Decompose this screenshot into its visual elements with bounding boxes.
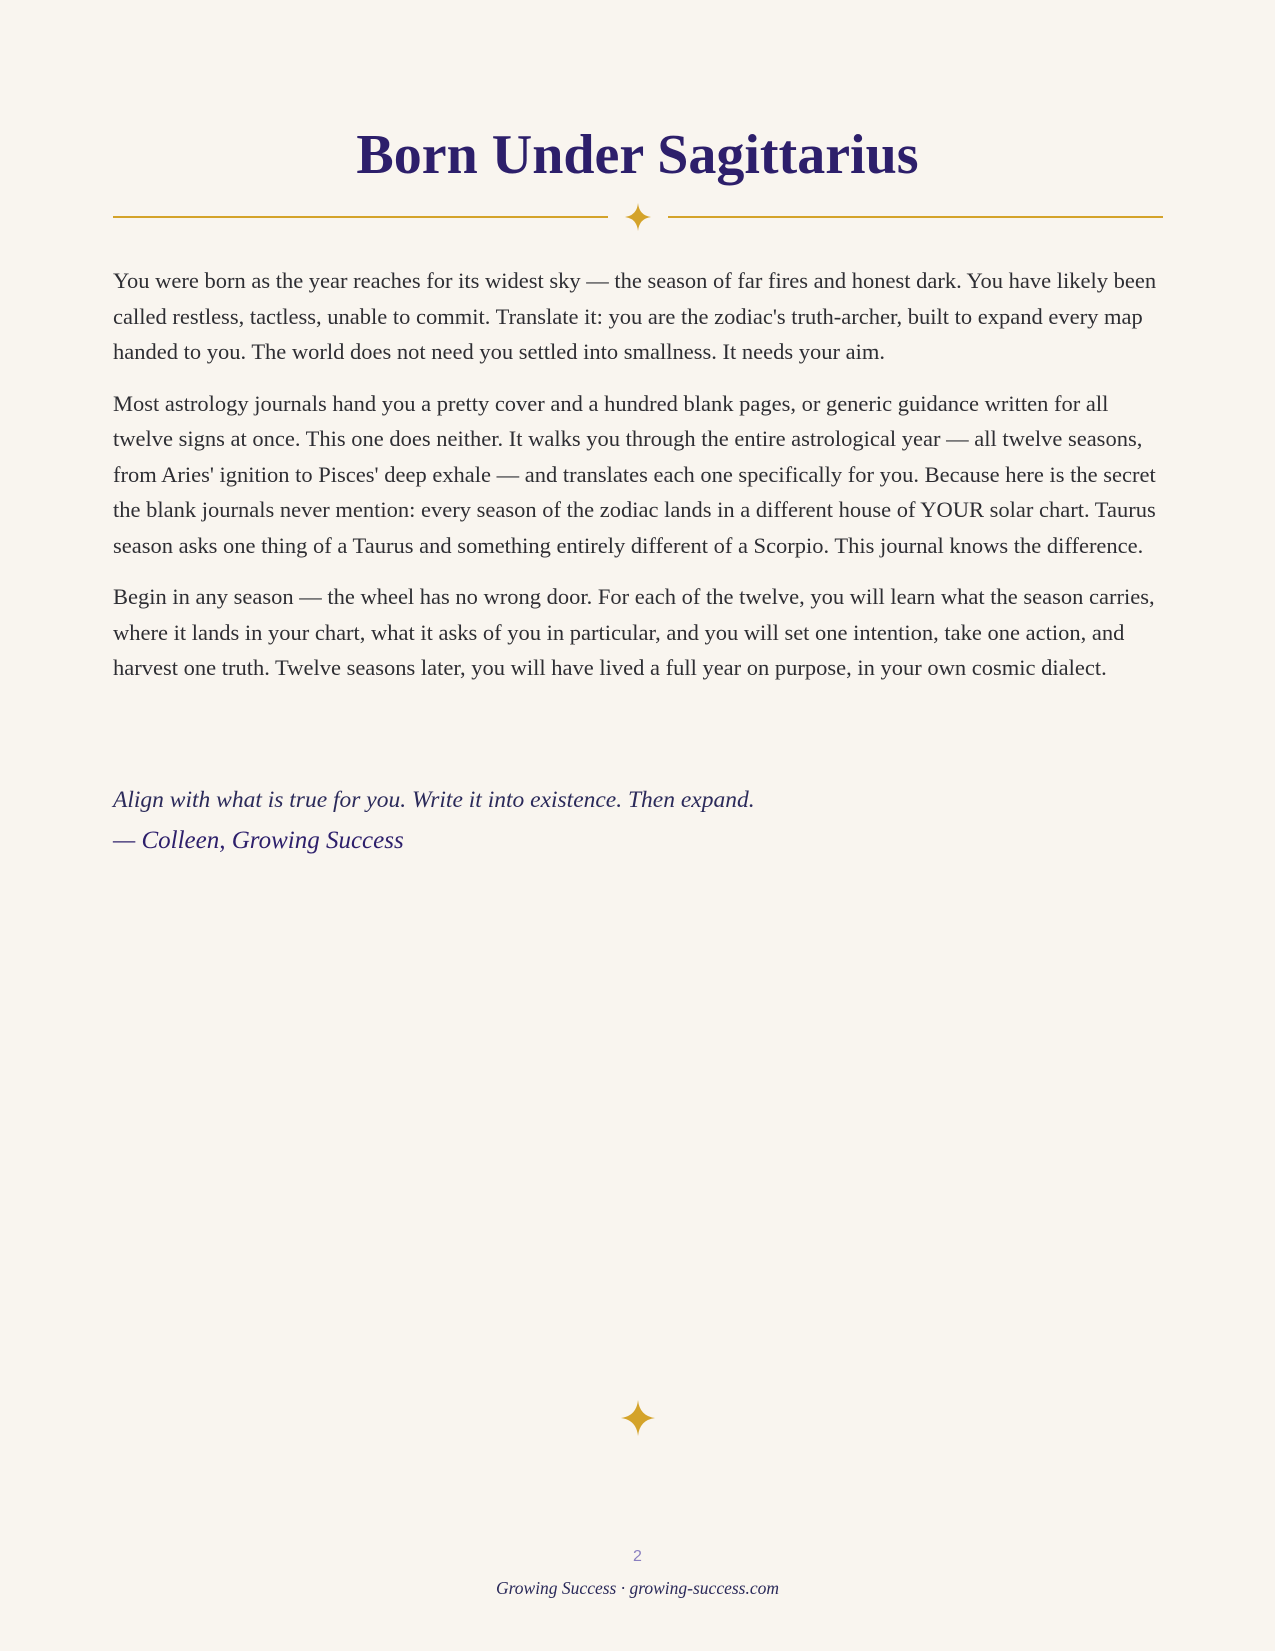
footer-text: Growing Success · growing-success.com	[495, 1578, 780, 1598]
page-number: 2	[633, 1548, 642, 1565]
four-point-star-icon	[621, 1400, 655, 1436]
page-title: Born Under Sagittarius	[356, 124, 919, 186]
four-point-star-icon	[625, 203, 651, 231]
paragraph: You were born as the year reaches for its widest sky — the season of far fires and honest dark. You have likely been called restless, tactless, unable to commit. Translate it: you are the zodiac's truth-archer, built to expand every map handed to you. The world does not need you settled into smallness. It needs your aim.	[113, 268, 1157, 364]
divider-line-left	[113, 216, 608, 218]
divider-line-right	[668, 216, 1163, 218]
paragraph: Most astrology journals hand you a pretty cover and a hundred blank pages, or generic guidance written for all twelve signs at once. This one does neither. It walks you through the entire astrological year — all twelve seasons, from Aries' ignition to Pisces' deep exhale — and translates each one specifically for you. Because here is the secret the blank journals never mention: every season of the zodiac lands in a different house of YOUR solar chart. Taurus season asks one thing of a Taurus and something entirely different of a Scorpio. This journal knows the difference.	[113, 390, 1156, 558]
quote-text: Align with what is true for you. Write it into existence. Then expand.	[113, 787, 755, 813]
closing-quote	[113, 782, 1163, 860]
title-divider	[113, 202, 1163, 232]
paragraph: Begin in any season — the wheel has no wrong door. For each of the twelve, you will learn what the season carries, where it lands in your chart, what it asks of you in particular, and you will set one intention, take one action, and harvest one truth. Twelve seasons later, you will have lived a full year on purpose, in your own cosmic dialect.	[113, 584, 1155, 680]
body-text	[113, 263, 1163, 702]
quote-attribution: — Colleen, Growing Success	[113, 827, 404, 854]
